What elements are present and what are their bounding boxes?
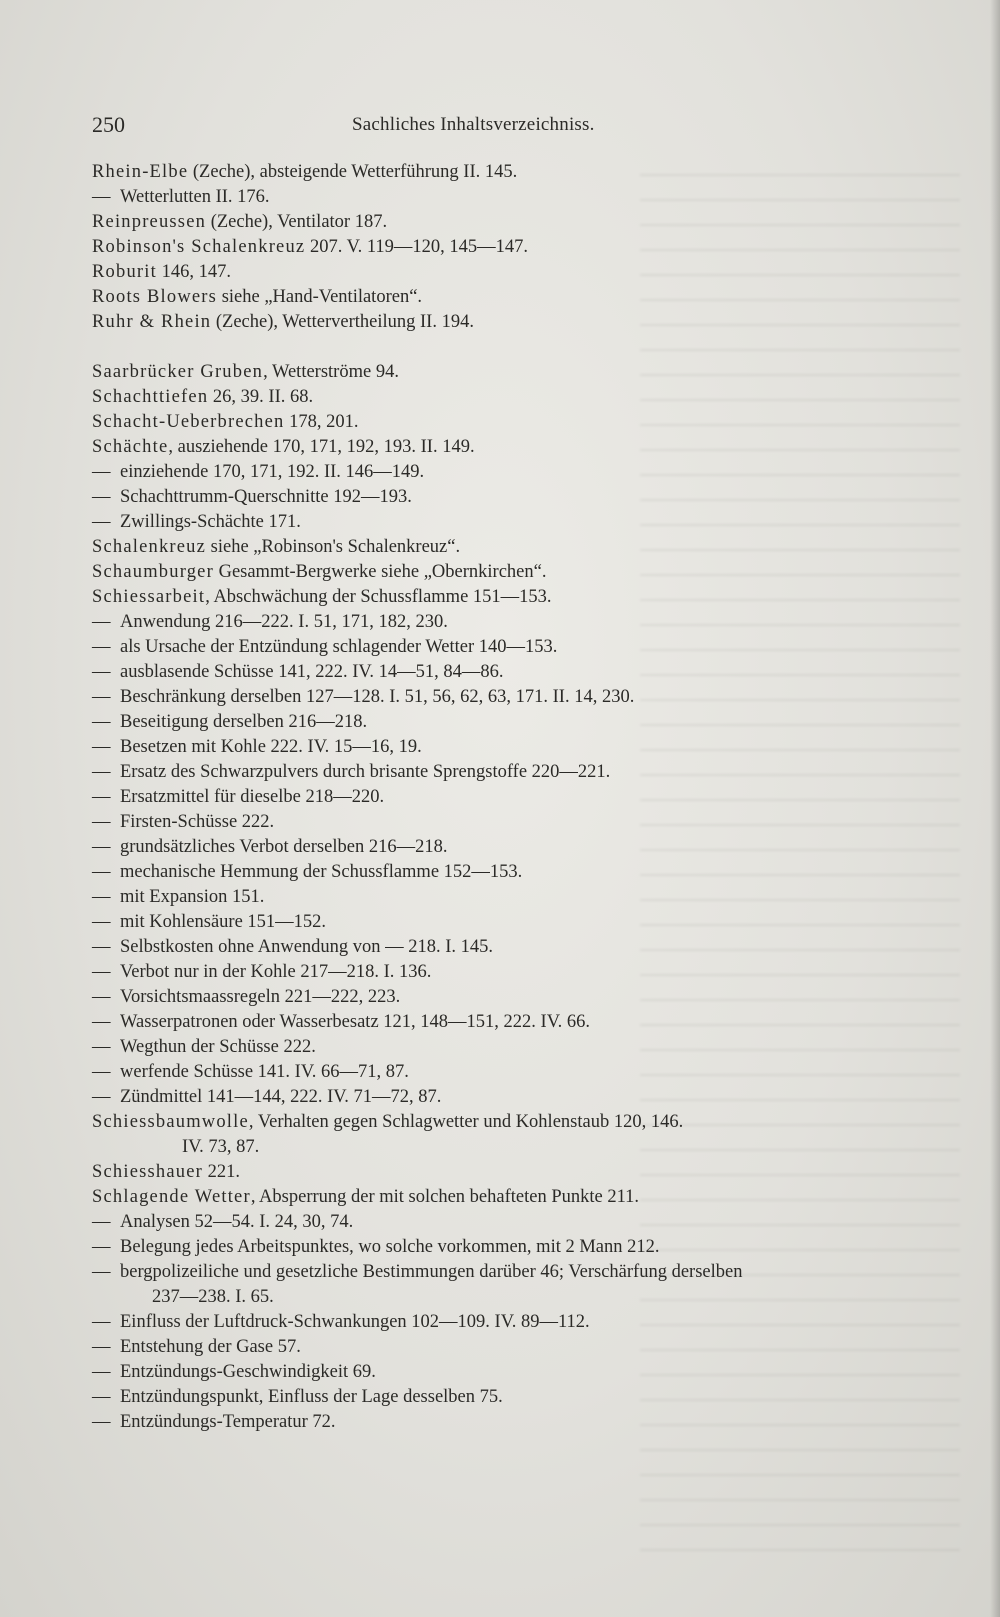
entry-continuation: [92, 1285, 912, 1310]
subentry-text: Schachttrumm-Querschnitte 192—193.: [120, 487, 412, 507]
subentry-text: Wetterlutten II. 176.: [120, 187, 270, 207]
subentry-text: Entzündungspunkt, Einfluss der Lage desselben 75.: [120, 1387, 503, 1407]
entry-term: Robinson's Schalenkreuz: [92, 237, 306, 257]
subentry-text: Belegung jedes Arbeitspunktes, wo solche vorkommen, mit 2 Mann 212.: [120, 1237, 660, 1257]
entry-continuation: [92, 1135, 912, 1160]
entry-term: Schacht-Ueberbrechen: [92, 412, 285, 432]
index-subentry: [92, 1310, 912, 1335]
entry-text: (Zeche), Wettervertheilung II. 194.: [211, 312, 474, 332]
subentry-dash: —: [92, 962, 111, 982]
index-entry: [92, 560, 912, 585]
subentry-dash: —: [92, 462, 111, 482]
index-entry: [92, 260, 912, 285]
index-subentry: [92, 635, 912, 660]
subentry-dash: —: [92, 1012, 111, 1032]
subentry-dash: —: [92, 487, 111, 507]
entry-term: Roots Blowers: [92, 287, 218, 307]
entry-text: (Zeche), Ventilator 187.: [206, 212, 388, 232]
subentry-text: einziehende 170, 171, 192. II. 146—149.: [120, 462, 425, 482]
continuation-text: 237—238. I. 65.: [152, 1287, 274, 1307]
index-subentry: [92, 1210, 912, 1235]
subentry-text: Firsten-Schüsse 222.: [120, 812, 275, 832]
entry-term: Roburit: [92, 262, 157, 282]
index-entry: [92, 160, 912, 185]
index-subentry: [92, 1060, 912, 1085]
subentry-dash: —: [92, 1212, 111, 1232]
subentry-dash: —: [92, 712, 111, 732]
subentry-text: Selbstkosten ohne Anwendung von — 218. I. 145.: [120, 937, 494, 957]
subentry-text: Beseitigung derselben 216—218.: [120, 712, 368, 732]
subentry-text: Anwendung 216—222. I. 51, 171, 182, 230.: [120, 612, 448, 632]
subentry-text: Beschränkung derselben 127—128. I. 51, 56, 62, 63, 171. II. 14, 230.: [120, 687, 635, 707]
subentry-dash: —: [92, 1412, 111, 1432]
subentry-dash: —: [92, 787, 111, 807]
continuation-text: IV. 73, 87.: [182, 1137, 260, 1157]
index-entry: [92, 310, 912, 335]
section-gap: [92, 335, 912, 360]
index-subentry: [92, 1235, 912, 1260]
entry-term: Schalenkreuz: [92, 537, 207, 557]
subentry-dash: —: [92, 1337, 111, 1357]
index-subentry: [92, 760, 912, 785]
entry-text: 146, 147.: [156, 262, 231, 282]
entry-text: , Abschwächung der Schussflamme 151—153.: [205, 587, 552, 607]
subentry-dash: —: [92, 1237, 111, 1257]
entry-text: 178, 201.: [284, 412, 359, 432]
index-entry: [92, 385, 912, 410]
entry-text: Gesammt-Bergwerke siehe „Obernkirchen“.: [213, 562, 547, 582]
running-title: Sachliches Inhaltsverzeichniss.: [352, 114, 595, 135]
subentry-text: Wegthun der Schüsse 222.: [120, 1037, 316, 1057]
index-entry: [92, 210, 912, 235]
entry-term: Schiessbaumwolle: [92, 1112, 249, 1132]
subentry-dash: —: [92, 1262, 111, 1282]
index-subentry: [92, 1035, 912, 1060]
index-subentry: [92, 860, 912, 885]
index-subentry: [92, 1385, 912, 1410]
subentry-dash: —: [92, 1037, 111, 1057]
index-subentry: [92, 1010, 912, 1035]
entry-text: 207. V. 119—120, 145—147.: [305, 237, 529, 257]
index-entry: [92, 285, 912, 310]
index-entry: [92, 360, 912, 385]
entry-term: Ruhr & Rhein: [92, 312, 212, 332]
subentry-text: werfende Schüsse 141. IV. 66—71, 87.: [120, 1062, 409, 1082]
entry-term: Reinpreussen: [92, 212, 207, 232]
entry-term: Rhein-Elbe: [92, 162, 189, 182]
index-entry: [92, 235, 912, 260]
entry-text: , ausziehende 170, 171, 192, 193. II. 149.: [168, 437, 475, 457]
subentry-dash: —: [92, 662, 111, 682]
entry-text: , Wetterströme 94.: [263, 362, 399, 382]
index-entry: [92, 1110, 912, 1135]
index-subentry: [92, 985, 912, 1010]
subentry-dash: —: [92, 937, 111, 957]
subentry-dash: —: [92, 687, 111, 707]
subentry-text: bergpolizeiliche und gesetzliche Bestimmungen darüber 46; Verschärfung derselben: [120, 1262, 743, 1282]
subentry-text: Ersatz des Schwarzpulvers durch brisante Sprengstoffe 220—221.: [120, 762, 611, 782]
entry-text: , Verhalten gegen Schlagwetter und Kohlenstaub 120, 146.: [248, 1112, 684, 1132]
subentry-dash: —: [92, 737, 111, 757]
subentry-dash: —: [92, 862, 111, 882]
subentry-dash: —: [92, 762, 111, 782]
subentry-text: ausblasende Schüsse 141, 222. IV. 14—51, 84—86.: [120, 662, 504, 682]
index-subentry: [92, 710, 912, 735]
index-entry: [92, 410, 912, 435]
index-subentry: [92, 460, 912, 485]
entry-text: 26, 39. II. 68.: [208, 387, 314, 407]
subentry-dash: —: [92, 512, 111, 532]
subentry-dash: —: [92, 637, 111, 657]
index-entry: [92, 1185, 912, 1210]
subentry-text: Entstehung der Gase 57.: [120, 1337, 301, 1357]
subentry-text: Entzündungs-Geschwindigkeit 69.: [120, 1362, 376, 1382]
index-subentry: [92, 1335, 912, 1360]
subentry-text: Besetzen mit Kohle 222. IV. 15—16, 19.: [120, 737, 422, 757]
index-subentry: [92, 810, 912, 835]
index-entries: [92, 160, 912, 1435]
index-subentry: [92, 1085, 912, 1110]
page-number: 250: [92, 112, 125, 137]
index-subentry: [92, 835, 912, 860]
subentry-text: Ersatzmittel für dieselbe 218—220.: [120, 787, 385, 807]
subentry-dash: —: [92, 987, 111, 1007]
index-subentry: [92, 1360, 912, 1385]
index-subentry: [92, 910, 912, 935]
index-subentry: [92, 935, 912, 960]
subentry-dash: —: [92, 1387, 111, 1407]
index-subentry: [92, 685, 912, 710]
index-subentry: [92, 885, 912, 910]
index-entry: [92, 585, 912, 610]
subentry-dash: —: [92, 1087, 111, 1107]
subentry-text: Vorsichtsmaassregeln 221—222, 223.: [120, 987, 401, 1007]
subentry-text: Wasserpatronen oder Wasserbesatz 121, 148—151, 222. IV. 66.: [120, 1012, 591, 1032]
subentry-dash: —: [92, 1312, 111, 1332]
subentry-dash: —: [92, 912, 111, 932]
index-subentry: [92, 1260, 912, 1285]
subentry-text: mit Kohlensäure 151—152.: [120, 912, 327, 932]
subentry-text: mit Expansion 151.: [120, 887, 265, 907]
entry-term: Schiessarbeit: [92, 587, 206, 607]
subentry-dash: —: [92, 612, 111, 632]
index-subentry: [92, 185, 912, 210]
index-subentry: [92, 1410, 912, 1435]
subentry-text: als Ursache der Entzündung schlagender Wetter 140—153.: [120, 637, 558, 657]
entry-text: (Zeche), absteigende Wetterführung II. 145.: [188, 162, 518, 182]
index-entry: [92, 535, 912, 560]
entry-text: 221.: [202, 1162, 240, 1182]
subentry-dash: —: [92, 887, 111, 907]
index-subentry: [92, 485, 912, 510]
entry-term: Saarbrücker Gruben: [92, 362, 264, 382]
index-subentry: [92, 610, 912, 635]
index-subentry: [92, 735, 912, 760]
index-entry: [92, 435, 912, 460]
subentry-dash: —: [92, 1062, 111, 1082]
subentry-dash: —: [92, 837, 111, 857]
subentry-text: Zündmittel 141—144, 222. IV. 71—72, 87.: [120, 1087, 442, 1107]
entry-text: siehe „Hand-Ventilatoren“.: [217, 287, 423, 307]
entry-term: Schächte: [92, 437, 169, 457]
subentry-dash: —: [92, 812, 111, 832]
subentry-text: mechanische Hemmung der Schussflamme 152—153.: [120, 862, 523, 882]
index-subentry: [92, 960, 912, 985]
index-entry: [92, 1160, 912, 1185]
entry-term: Schaumburger: [92, 562, 214, 582]
index-subentry: [92, 510, 912, 535]
entry-term: Schiesshauer: [92, 1162, 203, 1182]
entry-text: , Absperrung der mit solchen behafteten Punkte 211.: [250, 1187, 640, 1207]
entry-text: siehe „Robinson's Schalenkreuz“.: [206, 537, 461, 557]
subentry-text: Entzündungs-Temperatur 72.: [120, 1412, 336, 1432]
page-edge-shadow: [990, 0, 1000, 1617]
index-subentry: [92, 785, 912, 810]
entry-term: Schlagende Wetter: [92, 1187, 251, 1207]
subentry-dash: —: [92, 1362, 111, 1382]
subentry-text: Einfluss der Luftdruck-Schwankungen 102—109. IV. 89—112.: [120, 1312, 590, 1332]
subentry-text: Analysen 52—54. I. 24, 30, 74.: [120, 1212, 354, 1232]
subentry-dash: —: [92, 187, 111, 207]
index-subentry: [92, 660, 912, 685]
subentry-text: Verbot nur in der Kohle 217—218. I. 136.: [120, 962, 432, 982]
entry-term: Schachttiefen: [92, 387, 209, 407]
subentry-text: grundsätzliches Verbot derselben 216—218.: [120, 837, 448, 857]
page-header: [92, 112, 880, 142]
subentry-text: Zwillings-Schächte 171.: [120, 512, 301, 532]
